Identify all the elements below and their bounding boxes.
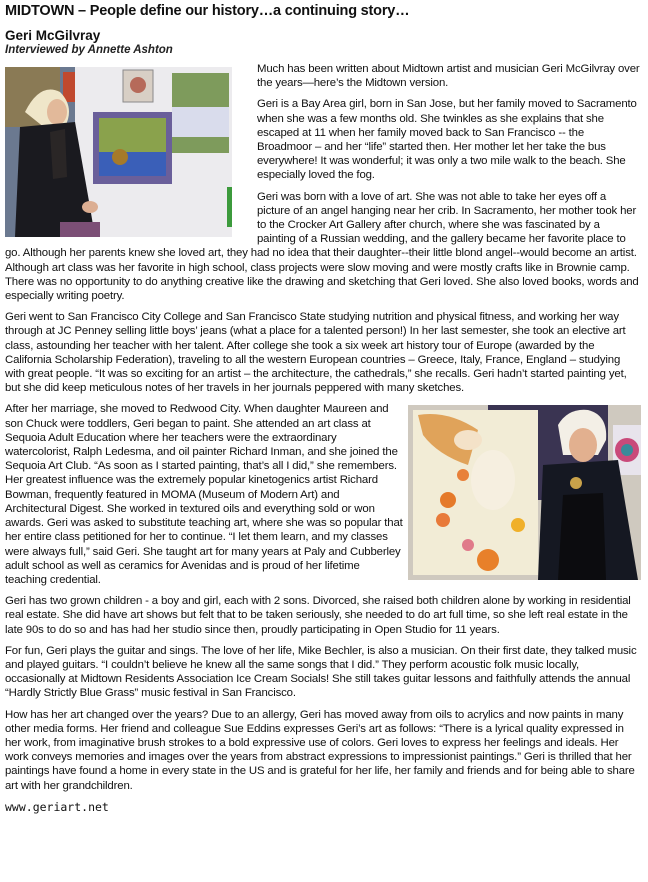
photo-geri-easel-icon [408, 405, 641, 580]
byline: Interviewed by Annette Ashton [5, 44, 173, 56]
paragraph-art-changes: How has her art changed over the years? Due to an allergy, Geri has moved away from oils to acrylics and now paints in many other media forms. Her friend and colleague Sue Eddins expresses Geri’s art as follows: “There is a lyrical quality expressed in her work, from imaginative brush strokes to a bold expressive use of colors. Geri loves to express her feelings and ideals. Her work conveys memories and images over the years from abstract expressions to impressionist paintings.” Geri is thrilled that her paintings have found a home in every state in the US and is grateful for her life, her family and friends and for being able to share art with her grandchildren. [5, 708, 635, 792]
article-page [5, 0, 641, 814]
paragraph-children-real-estate: Geri has two grown children - a boy and girl, each with 2 sons. Divorced, she raised both children alone by working in residential real estate. She did have art shows but felt that to be taken seriously, she needed to do art full time, so she left real estate in the late 90s to do so and has had her studio since then, proudly participating in Open Studio for 11 years. [5, 595, 631, 636]
paragraph-music: For fun, Geri plays the guitar and sings. The love of her life, Mike Bechler, is also a musician. On their first date, they talked music and played guitars. “I couldn’t believe he knew all the same songs that I did.” They perform acoustic folk music locally, occasionally at Midtown Residents Association Ice Cream Socials! She still takes guitar lessons and faithfully attends the annual “Hardly Strictly Blue Grass” music festival in San Francisco. [5, 644, 637, 700]
website-link[interactable]: www.geriart.net [5, 799, 109, 814]
paragraph-intro: Much has been written about Midtown artist and musician Geri McGilvray over the years—here’s the Midtown version. [257, 63, 640, 90]
photo-geri-easel [408, 405, 641, 580]
headline: MIDTOWN – People define our history…a continuing story… [5, 3, 410, 19]
photo-geri-gallery-icon [5, 67, 232, 237]
subject-name: Geri McGilvray [5, 28, 101, 43]
photo-geri-gallery [5, 67, 232, 237]
paragraph-childhood: Geri is a Bay Area girl, born in San Jose, but her family moved to Sacramento when she was a few months old. She twinkles as she explains that she escaped at 11 when her family moved back to San Francisco -- the Broadmoor – and her “life” started then. Her mother let her take the bus everywhere! It was wonderful; it was only a two mile walk to the beach. She especially loved the fog. [257, 98, 637, 182]
paragraph-college: Geri went to San Francisco City College and San Francisco State studying nutrition and physical fitness, and working her way through at JC Penney selling little boys’ jeans (what a place for a talented person!) In her last semester, she took an elective art class, astounding her teacher with her talent. After college she took a six week art history tour of Europe (awarded by the California Scholarship Federation), traveling to all the western European countries – Greece, Italy, France, England – studying with great people. “It was so exciting for an artist – the architecture, the cathedrals,” she recalls. Geri hadn’t started painting yet, but she did keep meticulous notes of her travels in her journals peppered with many sketches. [5, 311, 627, 395]
paragraph-marriage-painting: After her marriage, she moved to Redwood City. When daughter Maureen and son Chuck were toddlers, Geri began to paint. She attended an art class at Sequoia Adult Education where her teachers were the extraordinary watercolorist, Ralph Ledesma, and oil painter Richard Inman, and she joined the Sequoia Art Club. “As soon as I started painting, that’s all I did,” she remembers. Her greatest influence was the extremely popular kinetogenics artist Richard Bowman, frequently featured in MOMA (Museum of Modern Art) and Architectural Digest. She worked in textured oils and everything sold or won awards. Geri was asked to substitute teaching art, where she was so popular that her entire class petitioned for her to continue. “I let them learn, and my classes were always full,” said Geri. She taught art for many years at Paly and Cubberley adult school as well as ceramics for Avenidas and is proud of her lifetime teaching credential. [5, 403, 403, 586]
paragraph-love-of-art: Geri was born with a love of art. She was not able to take her eyes off a picture of an angel hanging near her crib. In Sacramento, her mother took her to the Crocker Art Gallery after church, where she was fascinated by a painting of a Russian wedding, and the gallery became her favorite place to go. Although her parents knew she loved art, they had no idea that their daughter--their little blond angel--would become an artist. Although art class was her favorite in high school, class projects were slow moving and were mostly crafts like in Brownie camp. There was no opportunity to do anything creative like the drawing and sketching that Geri loved. She also loved books, words and especially writing poetry. [5, 190, 639, 303]
